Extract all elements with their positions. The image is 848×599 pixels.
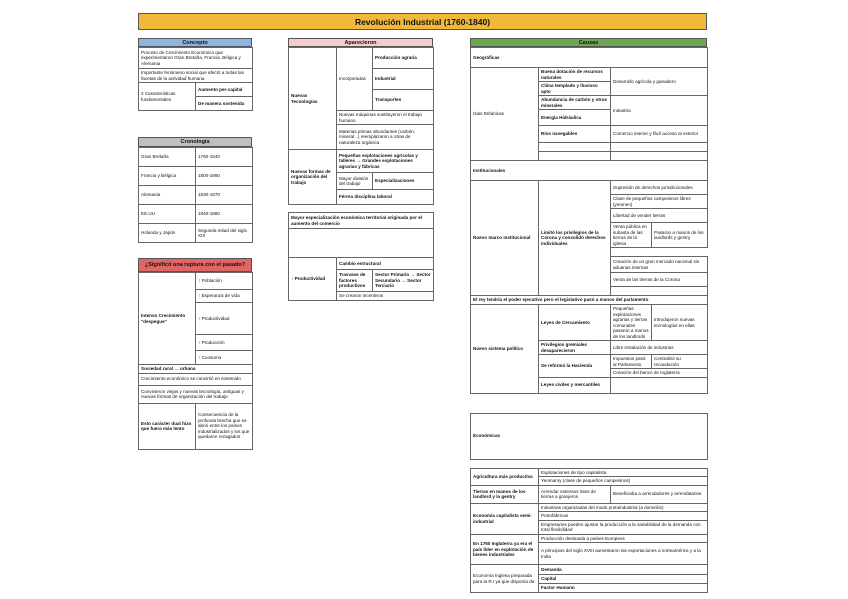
eco-label: Economía Inglesa preparada para la R.I ya que disponía de: [471,565,539,593]
eco-label: Agricultura más productiva [471,468,539,485]
cercamiento-label: Leyes de Cercamiento [539,305,611,341]
dual-text: Consecuencia de la profunda brecha que se abrió entre los países industrializados y los que quedaron rezagados [196,403,253,449]
eco-item: Factor Humano [539,584,708,593]
especializacion-territorial: Mayor especialización económica territorial originada por el aumento del comercio [289,213,434,229]
eco-item: Capital [539,575,708,584]
trasvase-text: Sector Primario → Sector Secundario → Sector Terciario [373,270,434,292]
centralizo-text: Centralizó su recaudación [652,355,708,369]
cronologia-table [138,147,253,243]
geo-item: Abundancia de carbón y otros minerales [539,96,611,110]
eco-item: Protofábricas [539,512,708,521]
page-title: Revolución Industrial (1760-1840) [138,13,707,30]
aparecieron-header: Aparecieron [288,38,433,47]
eco-label: Tierras en manos de los landlord y la gentry [471,485,539,503]
eco-label: En 1760 Inglaterra ya era el país líder en explotación de bienes industriales [471,534,539,565]
geo-result: Desarrollo agrícola y ganadero [611,68,708,96]
ruptura-item: ↑ Esperanza de vida [196,290,253,303]
cronologia-pais: EE.UU [139,205,196,224]
dual-label: Esto carácter dual hizo que fuera más lento [139,403,196,449]
causas-economicas: Económicas [471,413,708,459]
causas-institucionales: Institucionales [471,161,708,181]
cronologia-pais: Holanda y Japón [139,224,196,243]
concepto-table [138,47,253,111]
eco-item: Arrendar extensos lotes de tierras a granjeros [539,485,611,503]
cercamiento-text: Pequeñas explotaciones agrarias y tierras comunales pasaron a manos de los landlords [611,305,652,341]
ruptura-crecimiento-sostenido: Crecimiento económico se convirtió en sostenido [139,373,253,385]
ruptura-item: ↑ Población [196,273,253,290]
concepto-fenomeno: Importante fenómeno social que afectó a todas las facetas de la actividad humana [139,69,253,83]
geo-item: Buena dotación de recursos naturales [539,68,611,82]
trasvase-label: Trasvase de factores productivos [337,270,373,292]
aparecieron-materias: Materias primas abundantes (carbón, mineral...) reemplazaron a otras de naturaleza orgánica [337,125,434,150]
aparecieron-table [288,47,434,301]
eco-item: Empresarios pueden ajustar la producción a la variabilidad de la demanda con total flexibilidad [539,520,708,534]
sector-item: Transportes [373,90,434,111]
division-label: Mayor división del trabajo [337,173,373,190]
cronologia-pais: Alemania [139,186,196,205]
aparecieron-explotaciones: Pequeñas explotaciones agrícolas y talleres → Grandes explotaciones agrarias y fábricas [337,150,434,173]
eco-item: Yeomanry (clase de pequeños campesinos) [539,477,708,486]
caracteristica-2: De manera sostenida [196,97,253,111]
ruptura-table [138,272,253,450]
marco-item: Libertad de vender tierras [611,209,708,223]
geo-item: Clima templado y lluvioso apto [539,82,611,96]
ruptura-item: ↑ Producción [196,335,253,351]
concepto-definicion: Proceso de Crecimiento Económico que experimentaron Gran Bretaña, Francia, Bélgica y Alemania [139,48,253,69]
aparecieron-disciplina: Férrea disciplina laboral [337,190,434,205]
banco-text: Creación del banco de Inglaterra [611,369,708,378]
geo-item: Ríos navegables [539,126,611,143]
eco-item: A principios del siglo XVIII aumentaron las exportaciones a norteamérica y a la India [539,543,708,565]
concepto-header: Concepto [138,38,252,47]
pasaron-text: Pasaron a manos de los landlords y gentry [652,223,708,248]
eco-item: Producción destinada a países Europeos [539,534,708,543]
caracteristicas-label: 2 Características fundamentales [139,83,196,111]
eco-item: Explotaciones de tipo capitalista [539,468,708,477]
caracteristica-1: Aumento per-capital [196,83,253,97]
cronologia-fecha: 1840-1880 [196,205,253,224]
sector-item: Industrial [373,69,434,90]
ruptura-sociedad: Sociedad rural → urbana [139,365,253,374]
marco-item: Venta de las tierras de la Corona [611,273,708,287]
productividad-label: ↑ Productividad [289,258,337,301]
rey-text: El rey tendría el poder ejecutivo pero el legislativo pasó a manos del parlamento [471,296,708,305]
aparecieron-maquinas: Nuevas máquinas sustituyeron el trabajo humano [337,111,434,125]
causas-header: Causas [470,38,707,47]
ruptura-item: ↑ Consumo [196,351,253,365]
ruptura-header: ¿Significó una ruptura con el pasado? [138,258,252,272]
aparecieron-incentivos: Se crearon incentivos [337,292,434,301]
cronologia-fecha: 1800-1860 [196,167,253,186]
marco-label: Nuevo marco institucional [471,181,539,296]
cronologia-fecha: 1830-1870 [196,186,253,205]
causas-geograficas: Geográficas [471,48,708,68]
politico-label: Nuevo sistema político [471,305,539,394]
ruptura-convivieron: Convivieron viejas y nuevas tecnología, antiguas y nuevas formas de organización del trabajo [139,385,253,403]
eco-item: Industrias organizadas del modo protoindustrial (a domicilio) [539,503,708,512]
leyes-civiles: Leyes civiles y mercantiles [539,377,611,393]
geo-result: Comercio interior y fácil acceso al exterior [611,126,708,143]
marco-item: Supresión de derechos jurisdiccionales [611,181,708,195]
marco-item: Clase de pequeños campesinos libres (yeomen) [611,195,708,209]
limito-label: Limitó los privilegios de la Corona y consolidó derechos individuales [539,181,611,296]
cronologia-fecha: 1760-1840 [196,148,253,167]
tecnologias-label: Nuevas Tecnologías [289,48,337,150]
eco-item: Demanda [539,565,708,575]
eco-label: Economía capitalista semi-industrial [471,503,539,534]
sector-item: Producción agraria [373,48,434,69]
impuestos-text: Impuestos pasó al Parlamento [611,355,652,369]
cronologia-pais: Francia y Bélgica [139,167,196,186]
geo-result: Industria [611,96,708,126]
cronologia-header: Cronología [138,137,252,147]
geo-item: Energía Hidráulica [539,110,611,126]
marco-item: Venta pública en subasta de las tierras de la iglesia [611,223,652,248]
causas-islas: Islas Británicas [471,68,539,161]
causas-table [470,47,708,593]
marco-item: Creación de un gran mercado nacional sin aduanas internas [611,257,708,273]
especializaciones: Especializaciones [373,173,434,190]
ruptura-item: ↑ Productividad [196,303,253,335]
incorporadas-label: Incorporadas [337,48,373,111]
introdujeron-text: Introdujeron nuevas tecnologías en ellas [652,305,708,341]
cambio-estructural: Cambio estructural [337,258,434,270]
libre-instalacion: Libre instalación de industrias [611,341,708,355]
eco-item: Beneficiaba a arrendadores y arrendatarios [611,485,708,503]
hacienda-label: Se reformó la Hacienda [539,355,611,378]
organizacion-label: Nuevas formas de organización del trabajo [289,150,337,205]
crecimiento-label: Intenso Crecimiento "despegue" [139,273,196,365]
cronologia-pais: Gran Bretaña [139,148,196,167]
gremiales-label: Privilegios gremiales desaparecieron [539,341,611,355]
cronologia-fecha: Segunda mitad del siglo XIX [196,224,253,243]
